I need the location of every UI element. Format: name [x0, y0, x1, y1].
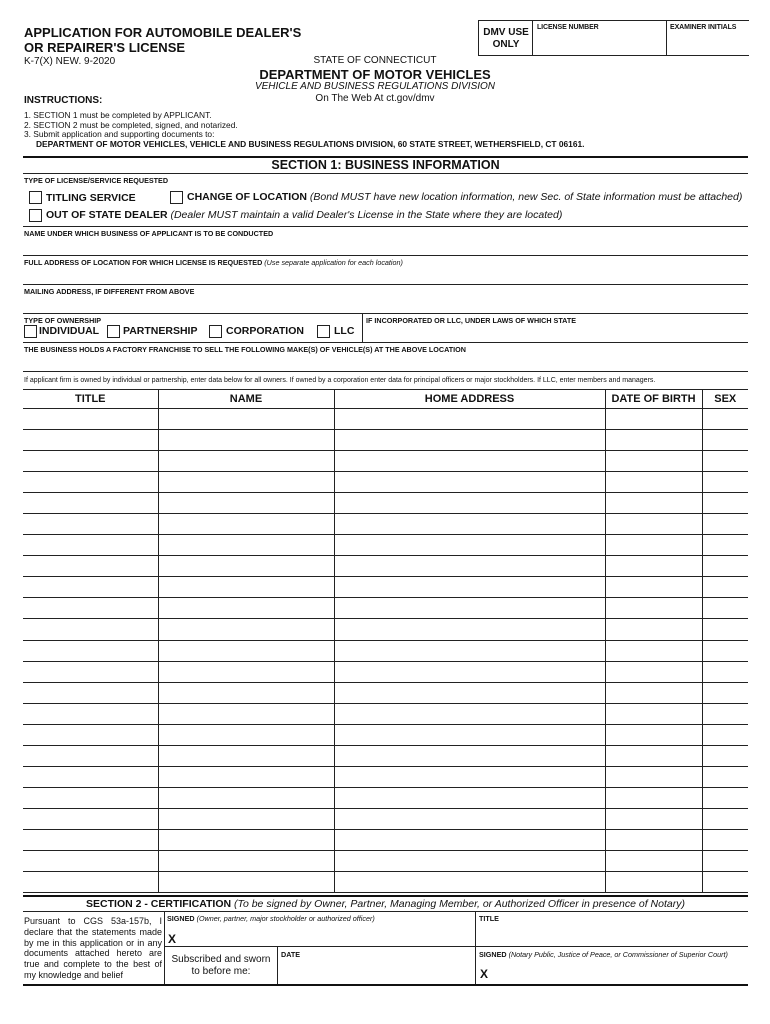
titling-service-label: TITLING SERVICE — [46, 192, 136, 204]
name-cell[interactable] — [158, 430, 334, 451]
table-row — [23, 409, 748, 430]
date-of-birth-cell[interactable] — [605, 703, 702, 724]
table-row — [23, 850, 748, 871]
sex-cell[interactable] — [702, 724, 748, 745]
full-address-field[interactable] — [24, 267, 746, 284]
certification-declaration: Pursuant to CGS 53a-157b, I declare that the statements made by me in this application or in any documents attached hereto are true and complete to the best of my knowledge and belief — [24, 916, 162, 980]
llc-checkbox[interactable] — [317, 325, 330, 338]
incorporated-state-label: IF INCORPORATED OR LLC, UNDER LAWS OF WHICH STATE — [366, 316, 577, 325]
title-cell[interactable] — [23, 682, 158, 703]
section1-title: SECTION 1: BUSINESS INFORMATION — [271, 158, 500, 172]
dmv-use-only-label: ONLY — [492, 39, 520, 50]
title-cell[interactable] — [23, 472, 158, 493]
date-of-birth-cell[interactable] — [605, 535, 702, 556]
title-cell[interactable] — [23, 514, 158, 535]
license-number-label: LICENSE NUMBER — [537, 24, 599, 31]
table-row — [23, 872, 748, 893]
individual-checkbox[interactable] — [24, 325, 37, 338]
table-row — [23, 451, 748, 472]
form-title-line1: APPLICATION FOR AUTOMOBILE DEALER'S — [24, 25, 302, 40]
home-address-cell[interactable] — [334, 766, 605, 787]
home-address-cell[interactable] — [334, 640, 605, 661]
col-name: NAME — [158, 390, 334, 409]
sex-cell[interactable] — [702, 766, 748, 787]
table-row — [23, 787, 748, 808]
home-address-cell[interactable] — [334, 577, 605, 598]
instruction-item: 3. Submit application and supporting documents to: — [24, 129, 215, 139]
home-address-cell[interactable] — [334, 619, 605, 640]
sex-cell[interactable] — [702, 703, 748, 724]
home-address-cell[interactable] — [334, 661, 605, 682]
name-cell[interactable] — [158, 745, 334, 766]
corporation-label: CORPORATION — [226, 325, 304, 337]
table-row — [23, 766, 748, 787]
applicant-sign-mark: X — [168, 932, 177, 946]
notary-signed-note: (Notary Public, Justice of Peace, or Commissioner of Superior Court) — [508, 950, 728, 959]
individual-label: INDIVIDUAL — [39, 325, 100, 337]
name-cell[interactable] — [158, 724, 334, 745]
title-cell[interactable] — [23, 409, 158, 430]
license-number-field[interactable] — [537, 34, 663, 52]
date-of-birth-cell[interactable] — [605, 661, 702, 682]
corporation-checkbox[interactable] — [209, 325, 222, 338]
table-row — [23, 703, 748, 724]
table-row — [23, 577, 748, 598]
home-address-cell[interactable] — [334, 850, 605, 871]
sex-cell[interactable] — [702, 850, 748, 871]
form-number: K-7(X) NEW. 9-2020 — [24, 56, 116, 67]
name-cell[interactable] — [158, 619, 334, 640]
franchise-label: THE BUSINESS HOLDS A FACTORY FRANCHISE TO SELL THE FOLLOWING MAKE(S) OF VEHICLE(S) AT THE ABOVE LOCATION — [24, 345, 466, 354]
division-name: VEHICLE AND BUSINESS REGULATIONS DIVISION — [254, 81, 496, 92]
name-cell[interactable] — [158, 661, 334, 682]
date-of-birth-cell[interactable] — [605, 577, 702, 598]
home-address-cell[interactable] — [334, 598, 605, 619]
home-address-cell[interactable] — [334, 472, 605, 493]
date-of-birth-cell[interactable] — [605, 619, 702, 640]
title-cell[interactable] — [23, 724, 158, 745]
examiner-initials-label: EXAMINER INITIALS — [670, 24, 737, 31]
sex-cell[interactable] — [702, 493, 748, 514]
title-cell[interactable] — [23, 766, 158, 787]
name-cell[interactable] — [158, 514, 334, 535]
col-title: TITLE — [23, 390, 158, 409]
date-of-birth-cell[interactable] — [605, 787, 702, 808]
title-cell[interactable] — [23, 850, 158, 871]
date-of-birth-cell[interactable] — [605, 808, 702, 829]
sex-cell[interactable] — [702, 808, 748, 829]
date-of-birth-cell[interactable] — [605, 745, 702, 766]
sex-cell[interactable] — [702, 661, 748, 682]
date-of-birth-cell[interactable] — [605, 472, 702, 493]
change-location-note: (Bond MUST have new location information, new Sec. of State information must be attached) — [309, 191, 743, 203]
date-of-birth-cell[interactable] — [605, 724, 702, 745]
date-of-birth-cell[interactable] — [605, 556, 702, 577]
name-cell[interactable] — [158, 850, 334, 871]
applicant-signature-field[interactable] — [180, 924, 470, 944]
sex-cell[interactable] — [702, 872, 748, 893]
title-cell[interactable] — [23, 556, 158, 577]
table-row — [23, 598, 748, 619]
sex-cell[interactable] — [702, 472, 748, 493]
home-address-cell[interactable] — [334, 872, 605, 893]
sex-cell[interactable] — [702, 598, 748, 619]
name-cell[interactable] — [158, 829, 334, 850]
date-of-birth-cell[interactable] — [605, 640, 702, 661]
out-of-state-checkbox[interactable] — [29, 209, 42, 222]
date-of-birth-cell[interactable] — [605, 850, 702, 871]
sex-cell[interactable] — [702, 409, 748, 430]
subscribed-text: Subscribed and sworn — [171, 954, 271, 965]
name-cell[interactable] — [158, 535, 334, 556]
title-cell[interactable] — [23, 598, 158, 619]
partnership-checkbox[interactable] — [107, 325, 120, 338]
sex-cell[interactable] — [702, 829, 748, 850]
title-cell[interactable] — [23, 640, 158, 661]
date-of-birth-cell[interactable] — [605, 872, 702, 893]
sex-cell[interactable] — [702, 514, 748, 535]
full-address-label: FULL ADDRESS OF LOCATION FOR WHICH LICENSE IS REQUESTED — [24, 258, 263, 267]
applicant-signed-label: SIGNED — [167, 914, 195, 923]
instruction-item: 2. SECTION 2 must be completed, signed, and notarized. — [24, 119, 238, 130]
name-cell[interactable] — [158, 766, 334, 787]
home-address-cell[interactable] — [334, 535, 605, 556]
notary-signature-field[interactable] — [492, 960, 746, 982]
title-cell[interactable] — [23, 872, 158, 893]
title-cell[interactable] — [23, 745, 158, 766]
examiner-initials-field[interactable] — [670, 34, 746, 52]
change-location-label: CHANGE OF LOCATION — [187, 191, 307, 203]
form-title-line2: OR REPAIRER'S LICENSE — [24, 40, 186, 55]
name-cell[interactable] — [158, 577, 334, 598]
dmv-use-label: DMV USE — [483, 27, 529, 38]
mailing-address-label: MAILING ADDRESS, IF DIFFERENT FROM ABOVE — [24, 287, 195, 296]
table-row — [23, 619, 748, 640]
name-cell[interactable] — [158, 472, 334, 493]
instructions-list — [24, 111, 584, 149]
date-of-birth-cell[interactable] — [605, 493, 702, 514]
home-address-cell[interactable] — [334, 514, 605, 535]
table-row — [23, 724, 748, 745]
table-row — [23, 808, 748, 829]
instructions-heading: INSTRUCTIONS: — [24, 95, 103, 106]
mailing-address-field[interactable] — [24, 296, 746, 313]
home-address-cell[interactable] — [334, 829, 605, 850]
home-address-cell[interactable] — [334, 451, 605, 472]
owners-header-row — [23, 390, 748, 409]
sex-cell[interactable] — [702, 577, 748, 598]
name-cell[interactable] — [158, 640, 334, 661]
name-cell[interactable] — [158, 556, 334, 577]
ownership-type-label: TYPE OF OWNERSHIP — [24, 316, 102, 325]
title-cell[interactable] — [23, 703, 158, 724]
table-row — [23, 493, 748, 514]
table-row — [23, 829, 748, 850]
table-row — [23, 430, 748, 451]
out-of-state-note: (Dealer MUST maintain a valid Dealer's License in the State where they are located) — [170, 209, 563, 221]
date-of-birth-cell[interactable] — [605, 514, 702, 535]
sex-cell[interactable] — [702, 556, 748, 577]
sex-cell[interactable] — [702, 619, 748, 640]
notary-signed-label: SIGNED — [479, 950, 507, 959]
sex-cell[interactable] — [702, 682, 748, 703]
business-name-label: NAME UNDER WHICH BUSINESS OF APPLICANT IS TO BE CONDUCTED — [24, 229, 274, 238]
home-address-cell[interactable] — [334, 556, 605, 577]
notary-sign-mark: X — [480, 967, 489, 981]
title-cell[interactable] — [23, 661, 158, 682]
title-cell[interactable] — [23, 451, 158, 472]
sex-cell[interactable] — [702, 745, 748, 766]
home-address-cell[interactable] — [334, 745, 605, 766]
date-field[interactable] — [281, 960, 471, 982]
home-address-cell[interactable] — [334, 493, 605, 514]
license-type-label: TYPE OF LICENSE/SERVICE REQUESTED — [24, 176, 169, 185]
date-of-birth-cell[interactable] — [605, 598, 702, 619]
applicant-title-label: TITLE — [479, 914, 499, 923]
date-of-birth-cell[interactable] — [605, 682, 702, 703]
sex-cell[interactable] — [702, 535, 748, 556]
state-name: STATE OF CONNECTICUT — [313, 55, 437, 66]
section2-note: (To be signed by Owner, Partner, Managing Member, or Authorized Officer in presence of Notary) — [234, 898, 685, 910]
name-cell[interactable] — [158, 493, 334, 514]
title-cell[interactable] — [23, 535, 158, 556]
home-address-cell[interactable] — [334, 808, 605, 829]
col-home-address: HOME ADDRESS — [334, 390, 605, 409]
web-link[interactable]: On The Web At ct.gov/dmv — [315, 93, 435, 104]
submission-address: DEPARTMENT OF MOTOR VEHICLES, VEHICLE AND BUSINESS REGULATIONS DIVISION, 60 STATE STREET, WETHERSFIELD, CT 06161. — [36, 138, 585, 149]
table-row — [23, 535, 748, 556]
name-cell[interactable] — [158, 703, 334, 724]
home-address-cell[interactable] — [334, 703, 605, 724]
table-row — [23, 514, 748, 535]
business-name-field[interactable] — [24, 238, 746, 255]
applicant-title-field[interactable] — [479, 924, 745, 944]
table-row — [23, 472, 748, 493]
sex-cell[interactable] — [702, 451, 748, 472]
out-of-state-label: OUT OF STATE DEALER — [46, 209, 168, 221]
title-cell[interactable] — [23, 787, 158, 808]
name-cell[interactable] — [158, 409, 334, 430]
home-address-cell[interactable] — [334, 724, 605, 745]
date-of-birth-cell[interactable] — [605, 451, 702, 472]
instruction-item: 1. SECTION 1 must be completed by APPLICANT. — [24, 110, 212, 120]
llc-label: LLC — [334, 325, 355, 337]
home-address-cell[interactable] — [334, 409, 605, 430]
sworn-text: to before me: — [191, 966, 251, 977]
home-address-cell[interactable] — [334, 682, 605, 703]
name-cell[interactable] — [158, 872, 334, 893]
titling-service-checkbox[interactable] — [29, 191, 42, 204]
home-address-cell[interactable] — [334, 430, 605, 451]
sex-cell[interactable] — [702, 640, 748, 661]
full-address-note: (Use separate application for each location) — [264, 258, 403, 267]
name-cell[interactable] — [158, 451, 334, 472]
owners-table — [23, 389, 748, 893]
table-row — [23, 661, 748, 682]
date-of-birth-cell[interactable] — [605, 829, 702, 850]
table-row — [23, 682, 748, 703]
col-date-of-birth: DATE OF BIRTH — [605, 390, 702, 409]
sex-cell[interactable] — [702, 787, 748, 808]
change-location-checkbox[interactable] — [170, 191, 183, 204]
name-cell[interactable] — [158, 598, 334, 619]
title-cell[interactable] — [23, 577, 158, 598]
home-address-cell[interactable] — [334, 787, 605, 808]
col-sex: SEX — [702, 390, 748, 409]
franchise-makes-field[interactable] — [24, 354, 746, 371]
date-of-birth-cell[interactable] — [605, 430, 702, 451]
partnership-label: PARTNERSHIP — [123, 325, 198, 337]
name-cell[interactable] — [158, 787, 334, 808]
name-cell[interactable] — [158, 682, 334, 703]
date-label: DATE — [281, 950, 301, 959]
title-cell[interactable] — [23, 829, 158, 850]
name-cell[interactable] — [158, 808, 334, 829]
title-cell[interactable] — [23, 808, 158, 829]
department-name: DEPARTMENT OF MOTOR VEHICLES — [259, 67, 491, 82]
table-row — [23, 640, 748, 661]
title-cell[interactable] — [23, 619, 158, 640]
date-of-birth-cell[interactable] — [605, 409, 702, 430]
table-row — [23, 745, 748, 766]
date-of-birth-cell[interactable] — [605, 766, 702, 787]
title-cell[interactable] — [23, 430, 158, 451]
owners-note: If applicant firm is owned by individual or partnership, enter data below for all owners. If owned by a corporation enter data for principal officers or major stockholders. If LLC, enter members and managers. — [24, 377, 656, 384]
incorporated-state-field[interactable] — [366, 325, 746, 341]
applicant-signed-note: (Owner, partner, major stockholder or authorized officer) — [196, 914, 375, 923]
table-row — [23, 556, 748, 577]
sex-cell[interactable] — [702, 430, 748, 451]
title-cell[interactable] — [23, 493, 158, 514]
section2-title: SECTION 2 - CERTIFICATION — [86, 898, 232, 910]
